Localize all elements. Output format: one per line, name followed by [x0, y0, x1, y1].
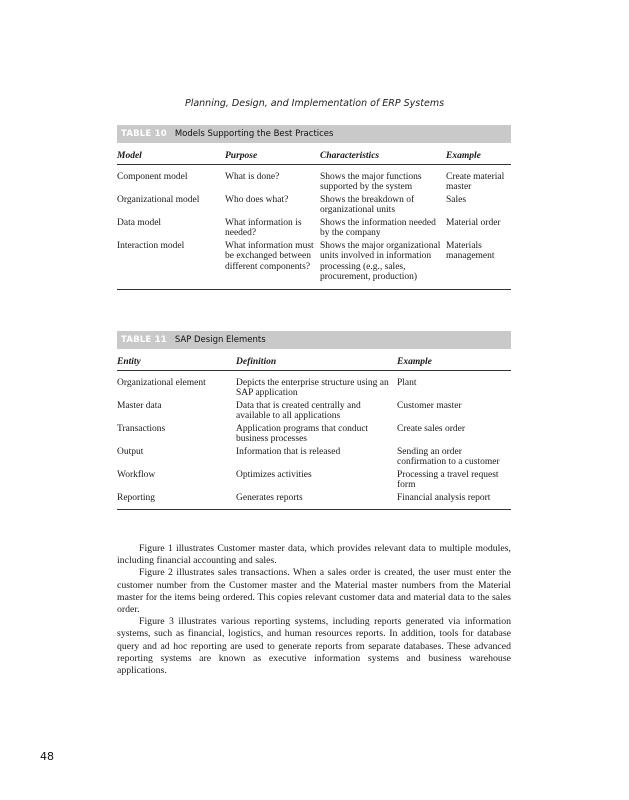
table-row: [117, 241, 511, 285]
table-cell: Shows the breakdown of organizational units: [320, 194, 415, 215]
table-row: [117, 447, 511, 470]
table-header-row: [117, 349, 511, 370]
table-cell: Organizational element: [117, 377, 206, 388]
table-11-number: TABLE 11: [121, 335, 167, 345]
page-number: 48: [40, 750, 54, 763]
column-header: Entity: [117, 357, 141, 367]
table-bottom-rule: [117, 289, 511, 290]
table-cell: Optimizes activities: [236, 469, 312, 480]
table-cell: Organizational model: [117, 194, 200, 205]
table-cell: Create material master: [446, 171, 505, 192]
table-10: [117, 125, 511, 290]
table-11: [117, 331, 511, 510]
body-text: [117, 543, 511, 677]
table-cell: Sales: [446, 194, 467, 205]
table-cell: Transactions: [117, 423, 166, 434]
paragraph: Figure 3 illustrates various reporting systems, including reports generated via information systems, such as financial, logistics, and human resources reports. In addition, tools for database query and ad hoc reporting are used to generate reports from separate databases. These advanced reporting systems are known as executive information systems and business warehouse applications.: [117, 616, 511, 677]
column-header: Example: [446, 151, 481, 161]
table-cell: Data model: [117, 217, 162, 228]
table-cell: What information must be exchanged between different components?: [225, 240, 314, 272]
table-cell: Materials management: [446, 240, 495, 261]
table-row: [117, 195, 511, 218]
table-cell: Application programs that conduct business processes: [236, 423, 369, 444]
table-row: [117, 370, 511, 401]
table-cell: Workflow: [117, 469, 156, 480]
table-cell: Interaction model: [117, 240, 185, 251]
table-cell: Material order: [446, 217, 501, 228]
table-cell: What is done?: [225, 171, 280, 182]
table-cell: Output: [117, 446, 144, 457]
table-cell: What information is needed?: [225, 217, 302, 238]
table-row: [117, 424, 511, 447]
paragraph: Figure 1 illustrates Customer master data, which provides relevant data to multiple modules, including financial accounting and sales.: [117, 543, 511, 567]
table-cell: Component model: [117, 171, 188, 182]
table-cell: Create sales order: [397, 423, 466, 434]
table-cell: Plant: [397, 377, 417, 388]
column-header: Model: [117, 151, 142, 161]
column-header: Characteristics: [320, 151, 380, 161]
table-cell: Shows the major functions supported by the system: [320, 171, 422, 192]
table-cell: Financial analysis report: [397, 492, 491, 503]
table-cell: Shows the information needed by the company: [320, 217, 436, 238]
table-cell: Depicts the enterprise structure using an SAP application: [236, 377, 389, 398]
table-cell: Information that is released: [236, 446, 341, 457]
table-row: [117, 470, 511, 493]
table-10-number: TABLE 10: [121, 129, 167, 139]
table-row: [117, 493, 511, 506]
table-row: [117, 164, 511, 195]
table-10-caption: [117, 125, 511, 143]
table-header-row: [117, 143, 511, 164]
table-11-caption: [117, 331, 511, 349]
table-row: [117, 218, 511, 241]
table-bottom-rule: [117, 509, 511, 510]
column-header: Example: [397, 357, 432, 367]
table-10-title: Models Supporting the Best Practices: [174, 129, 334, 139]
table-cell: Reporting: [117, 492, 155, 503]
table-cell: Generates reports: [236, 492, 303, 503]
table-row: [117, 401, 511, 424]
table-11-grid: [117, 349, 511, 505]
paragraph: Figure 2 illustrates sales transactions. When a sales order is created, the user must enter the customer number from the Customer master and the Material master numbers from the Material master for the items being ordered. This copies relevant customer data and material data to the sales order.: [117, 567, 511, 616]
running-head: Planning, Design, and Implementation of ERP Systems: [184, 98, 445, 109]
table-cell: Data that is created centrally and available to all applications: [236, 400, 361, 421]
table-cell: Customer master: [397, 400, 462, 411]
table-10-grid: [117, 143, 511, 285]
table-cell: Who does what?: [225, 194, 289, 205]
table-cell: Master data: [117, 400, 162, 411]
column-header: Definition: [236, 357, 277, 367]
table-11-title: SAP Design Elements: [174, 335, 266, 345]
table-cell: Sending an order confirmation to a customer: [397, 446, 500, 467]
table-cell: Shows the major organizational units involved in information processing (e.g., sales, procurement, production): [320, 240, 441, 282]
column-header: Purpose: [225, 151, 258, 161]
table-cell: Processing a travel request form: [397, 469, 499, 490]
